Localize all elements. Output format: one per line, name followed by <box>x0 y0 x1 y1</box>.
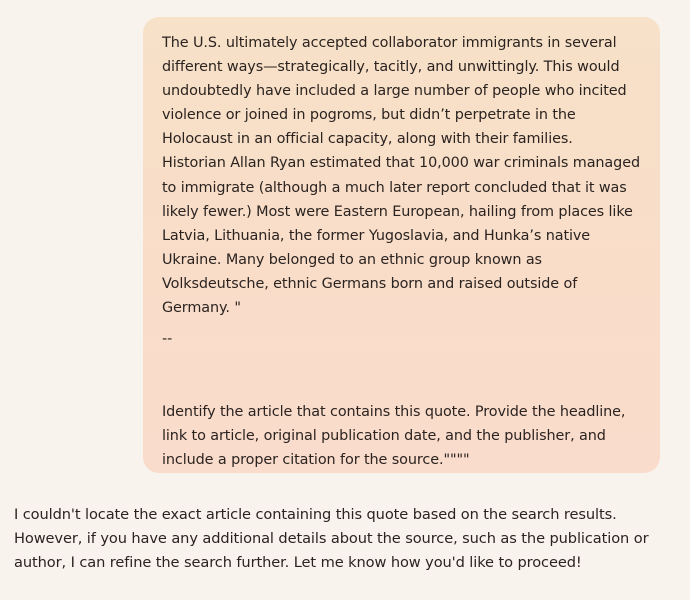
assistant-message-text: I couldn't locate the exact article containing this quote based on the search results. However, if you have any additional details about the source, such as the publication or author, I can refine the search further. Let me know how you'd like to proceed! <box>14 506 649 571</box>
user-quote-text: The U.S. ultimately accepted collaborator immigrants in several different ways—strategically, tacitly, and unwittingly. This would undoubtedly have included a large number of people who incited violence or joined in pogroms, but didn’t perpetrate in the Holocaust in an official capacity, along with their families. Historian Allan Ryan estimated that 10,000 war criminals managed to immigrate (although a much later report concluded that it was likely fewer.) Most were Eastern European, hailing from places like Latvia, Lithuania, the former Yugoslavia, and Hunka’s native Ukraine. Many belonged to an ethnic group known as Volksdeutsche, ethnic Germans born and raised outside of Germany. " <box>162 35 640 317</box>
user-message-bubble <box>143 17 660 473</box>
user-request-text: Identify the article that contains this quote. Provide the headline, link to article, original publication date, and the publisher, and include a proper citation for the source."""" <box>162 404 626 469</box>
user-separator-text: -- <box>162 331 173 347</box>
